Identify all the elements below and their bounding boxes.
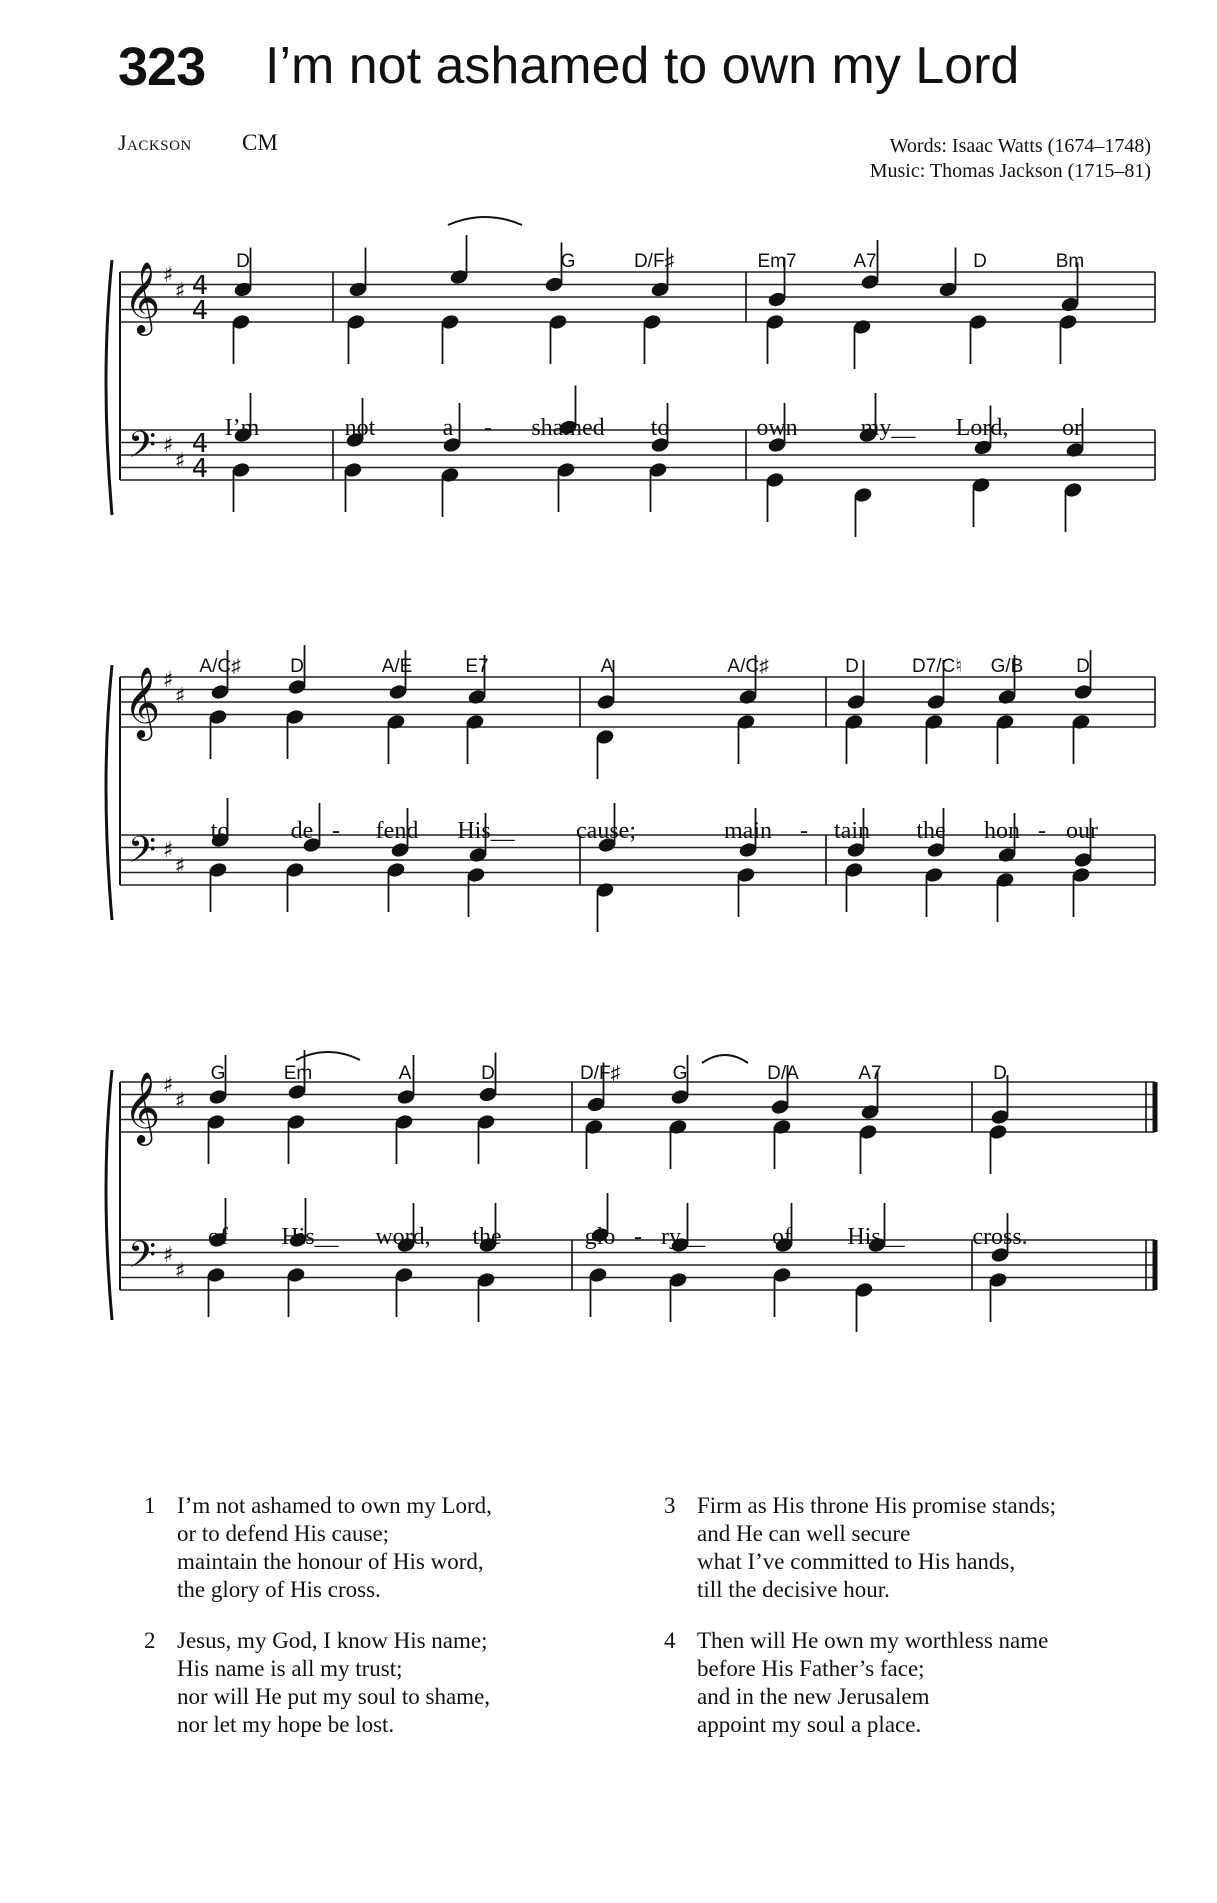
lyric-syllable: - bbox=[332, 818, 340, 844]
verse-line: Then will He own my worthless name bbox=[697, 1628, 1049, 1653]
bass-clef-icon: 𝄢 bbox=[127, 829, 157, 880]
sharp-icon: ♯ bbox=[162, 1243, 174, 1268]
chord-symbol: E7 bbox=[465, 656, 489, 677]
lyric-syllable: - bbox=[484, 415, 492, 441]
lyric-syllable: - bbox=[800, 818, 808, 844]
sharp-icon: ♯ bbox=[174, 684, 186, 709]
lyric-syllable: of bbox=[772, 1224, 792, 1250]
system-brace bbox=[106, 1070, 112, 1320]
lyric-syllable: word, bbox=[375, 1224, 431, 1250]
verse-line: appoint my soul a place. bbox=[697, 1712, 922, 1737]
lyric-syllable: tain bbox=[834, 818, 870, 844]
tune-name: Jackson bbox=[118, 130, 192, 155]
lyric-syllable: my__ bbox=[860, 415, 916, 441]
hymn-title: I’m not ashamed to own my Lord bbox=[265, 37, 1020, 95]
chord-symbol: G bbox=[672, 1063, 688, 1084]
chord-symbol: G bbox=[210, 1063, 226, 1084]
bass-clef-icon: 𝄢 bbox=[127, 1234, 157, 1285]
time-signature-numerator: 4 bbox=[191, 429, 209, 459]
verse-line: His name is all my trust; bbox=[177, 1656, 403, 1681]
verse-number: 1 bbox=[144, 1493, 156, 1518]
verse-4 bbox=[664, 1627, 1164, 1739]
chord-symbol: A/E bbox=[381, 656, 413, 677]
lyric-syllable: shamed bbox=[531, 415, 605, 441]
sharp-icon: ♯ bbox=[162, 668, 174, 693]
sharp-icon: ♯ bbox=[162, 838, 174, 863]
chord-symbol: D bbox=[845, 656, 859, 677]
chord-symbol: G bbox=[560, 251, 576, 272]
treble-clef-icon: 𝄞 bbox=[123, 1070, 161, 1143]
sharp-icon: ♯ bbox=[162, 1073, 174, 1098]
verse-line: nor let my hope be lost. bbox=[177, 1712, 395, 1737]
treble-clef-icon: 𝄞 bbox=[123, 665, 161, 738]
lyric-syllable: I’m bbox=[224, 415, 260, 441]
chord-symbol: D bbox=[993, 1063, 1007, 1084]
slur bbox=[702, 1055, 748, 1063]
lyric-syllable: a bbox=[442, 415, 454, 441]
verse-line: or to defend His cause; bbox=[177, 1521, 390, 1546]
system-brace bbox=[106, 260, 112, 515]
verse-3 bbox=[664, 1492, 1164, 1604]
chord-symbol: D bbox=[973, 251, 987, 272]
chord-symbol: D bbox=[481, 1063, 495, 1084]
verse-line: what I’ve committed to His hands, bbox=[697, 1549, 1016, 1574]
words-credit: Words: Isaac Watts (1674–1748) bbox=[889, 135, 1151, 157]
lyric-syllable: ry__ bbox=[661, 1224, 705, 1250]
lyric-syllable: Lord, bbox=[955, 415, 1009, 441]
sharp-icon: ♯ bbox=[174, 449, 186, 474]
chord-symbol: Em bbox=[283, 1063, 313, 1084]
verse-line: I’m not ashamed to own my Lord, bbox=[177, 1493, 492, 1518]
chord-symbol: D bbox=[1076, 656, 1090, 677]
sharp-icon: ♯ bbox=[174, 1259, 186, 1284]
verse-line: maintain the honour of His word, bbox=[177, 1549, 484, 1574]
lyric-syllable: cross. bbox=[972, 1224, 1028, 1250]
verse-line: nor will He put my soul to shame, bbox=[177, 1684, 491, 1709]
lyric-syllable: to bbox=[210, 818, 230, 844]
chord-symbol: D7/C♮ bbox=[911, 656, 963, 677]
verse-line: Jesus, my God, I know His name; bbox=[177, 1628, 488, 1653]
chord-symbol: Bm bbox=[1055, 251, 1085, 272]
bass-clef-icon: 𝄢 bbox=[127, 424, 157, 475]
lyric-syllable: His__ bbox=[457, 818, 515, 844]
lyric-syllable: His__ bbox=[847, 1224, 905, 1250]
lyric-syllable: to bbox=[650, 415, 670, 441]
slur bbox=[296, 1052, 360, 1060]
chord-symbol: Em7 bbox=[757, 251, 797, 272]
lyric-syllable: the bbox=[916, 818, 946, 844]
verse-line: Firm as His throne His promise stands; bbox=[697, 1493, 1057, 1518]
chord-symbol: A/C♯ bbox=[199, 656, 241, 677]
chord-symbol: D/A bbox=[767, 1063, 799, 1084]
sharp-icon: ♯ bbox=[174, 854, 186, 879]
sharp-icon: ♯ bbox=[162, 433, 174, 458]
slur bbox=[448, 217, 522, 225]
verse-line: till the decisive hour. bbox=[697, 1577, 890, 1602]
chord-symbol: D bbox=[290, 656, 304, 677]
lyric-syllable: not bbox=[344, 415, 376, 441]
lyric-syllable: fend bbox=[375, 818, 419, 844]
chord-symbol: A7 bbox=[853, 251, 877, 272]
chord-symbol: D/F♯ bbox=[633, 251, 675, 272]
lyric-syllable: His__ bbox=[281, 1224, 339, 1250]
chord-symbol: D bbox=[236, 251, 250, 272]
lyric-syllable: main bbox=[724, 818, 772, 844]
verse-line: the glory of His cross. bbox=[177, 1577, 381, 1602]
time-signature-denominator: 4 bbox=[191, 454, 209, 484]
sharp-icon: ♯ bbox=[162, 263, 174, 288]
lyric-syllable: - bbox=[634, 1224, 642, 1250]
lyric-syllable: glo bbox=[584, 1224, 616, 1250]
music-credit: Music: Thomas Jackson (1715–81) bbox=[869, 160, 1151, 182]
lyric-syllable: of bbox=[208, 1224, 228, 1250]
hymn-number: 323 bbox=[118, 37, 206, 97]
lyric-syllable: cause; bbox=[576, 818, 636, 844]
chord-symbol: A7 bbox=[858, 1063, 882, 1084]
lyric-syllable: de bbox=[290, 818, 314, 844]
verse-number: 4 bbox=[664, 1628, 676, 1653]
verse-number: 2 bbox=[144, 1628, 156, 1653]
verse-number: 3 bbox=[664, 1493, 676, 1518]
verse-line: before His Father’s face; bbox=[697, 1656, 925, 1681]
meter: CM bbox=[242, 130, 278, 155]
system-brace bbox=[106, 665, 112, 920]
time-signature-numerator: 4 bbox=[191, 271, 209, 301]
sharp-icon: ♯ bbox=[174, 279, 186, 304]
verse-2 bbox=[144, 1627, 584, 1739]
sharp-icon: ♯ bbox=[174, 1089, 186, 1114]
lyric-syllable: the bbox=[472, 1224, 502, 1250]
lyric-syllable: hon bbox=[984, 818, 1020, 844]
lyric-syllable: our bbox=[1066, 818, 1098, 844]
lyric-syllable: own bbox=[756, 415, 798, 441]
verse-1 bbox=[144, 1492, 584, 1604]
lyric-syllable: or bbox=[1062, 415, 1082, 441]
verse-line: and He can well secure bbox=[697, 1521, 911, 1546]
treble-clef-icon: 𝄞 bbox=[123, 260, 161, 333]
chord-symbol: A bbox=[398, 1063, 412, 1084]
lyric-syllable: - bbox=[1038, 818, 1046, 844]
verse-line: and in the new Jerusalem bbox=[697, 1684, 930, 1709]
chord-symbol: A bbox=[600, 656, 614, 677]
chord-symbol: D/F♯ bbox=[579, 1063, 621, 1084]
time-signature-denominator: 4 bbox=[191, 296, 209, 326]
chord-symbol: G/B bbox=[990, 656, 1024, 677]
chord-symbol: A/C♯ bbox=[727, 656, 769, 677]
